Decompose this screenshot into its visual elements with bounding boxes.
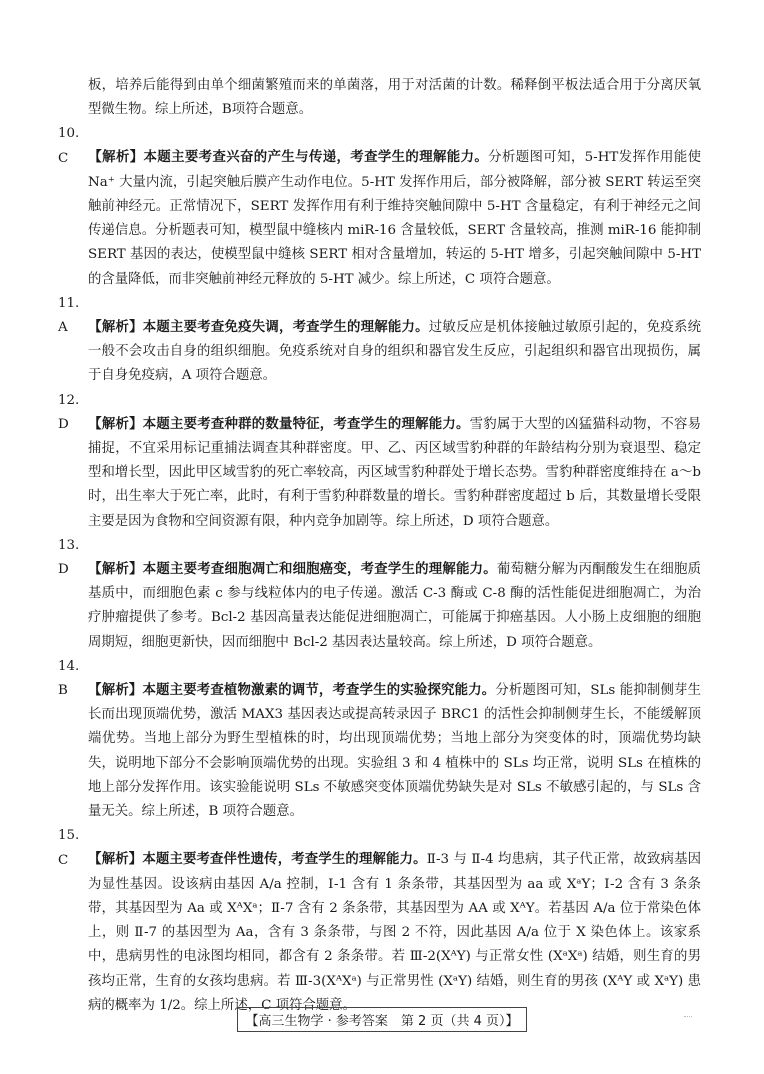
analysis-text: 过敏反应是机体接触过敏原引起的，免疫系统一般不会攻击自身的组织细胞。免疫系统对自身的组织和器官发生反应，引起组织和器官出现损伤，属于自身免疫病，A 项符合题意。 — [88, 320, 702, 384]
analysis-heading: 【解析】本题主要考查种群的数量特征，考查学生的理解能力。 — [88, 415, 470, 432]
continuation-paragraph: 板，培养后能得到由单个细菌繁殖而来的单菌落，用于对活菌的计数。稀释倒平板法适合用于分离厌氧型微生物。综上所述，B项符合题意。 — [88, 78, 701, 118]
analysis-text: 葡萄糖分解为丙酮酸发生在细胞质基质中，而细胞色素 c 参与线粒体内的电子传递。激活 C-3 酶或 C-8 酶的活性能促进细胞凋亡，为治疗肿瘤提供了参考。Bcl-2 基因高量表达能促进细胞凋亡，可能属于抑癌基因。人小肠上皮细胞的细胞周期短，细胞更新快，因而细胞中 Bcl-2 基因表达量较高。综上所述，D 项符合题意。 — [88, 562, 702, 650]
analysis-heading: 【解析】本题主要考查细胞凋亡和细胞癌变，考查学生的理解能力。 — [88, 561, 497, 578]
analysis-heading: 【解析】本题主要考查植物激素的调节，考查学生的实验探究能力。 — [88, 682, 496, 699]
answer-item-13 — [58, 534, 702, 655]
page-footer — [0, 1007, 764, 1032]
analysis-heading: 【解析】本题主要考查伴性遗传，考查学生的理解能力。 — [88, 851, 427, 868]
answer-number: 14. B — [58, 658, 80, 699]
answer-number: 10. C — [58, 126, 80, 166]
analysis-heading: 【解析】本题主要考查兴奋的产生与传递，考查学生的理解能力。 — [88, 149, 489, 166]
answer-item-14 — [58, 655, 701, 824]
answer-item-15 — [58, 824, 702, 1018]
answer-item-10 — [58, 122, 702, 291]
analysis-heading: 【解析】本题主要考查免疫失调，考查学生的理解能力。 — [88, 319, 429, 336]
analysis-text: 分析题图可知，SLs 能抑制侧芽生长而出现顶端优势，激活 MAX3 基因表达或提高转录因子 BRC1 的活性会抑制侧芽生长，不能缓解顶端优势。当地上部分为野生型植株的时，均出现顶端优势；当地上部分为突变体的时，顶端优势均缺失，说明地下部分不会影响顶端优势的出现。实验组 3 和 4 植株中的 SLs 均正常，说明 SLs 在植株的地上部分发挥作用。该实验能说明 SLs 不敏感突变体顶端优势缺失是对 SLs 不敏感引起的，与 SLs 含量无关。综上所述，B 项符合题意。 — [88, 683, 701, 820]
analysis-text: Ⅱ-3 与 Ⅱ-4 均患病，其子代正常，故致病基因为显性基因。设该病由基因 A/a 控制，Ⅰ-1 含有 1 条条带，其基因型为 aa 或 XᵃY；Ⅰ-2 含有 3 条条带，其基因型为 Aa 或 XᴬXᵃ；Ⅱ-7 含有 2 条条带，其基因型为 AA 或 XᴬY。若基因 A/a 位于常染色体上，则 Ⅱ-7 的基因型为 Aa，含有 3 条条带，与图 2 不符，因此基因 A/a 位于 X 染色体上。该家系中，患病男性的电泳图均相同，都含有 2 条条带。若 Ⅲ-2(XᴬY) 与正常女性 (XᵃXᵃ) 结婚，则生育的男孩均正常，生育的女孩均患病。若 Ⅲ-3(XᴬXᵃ) 与正常男性 (XᵃY) 结婚，则生育的男孩 (XᴬY 或 XᵃY) 患病的概率为 1/2。综上所述，C 项符合题意。 — [88, 852, 702, 1013]
answer-number: 11. A — [58, 295, 80, 336]
answer-item-11 — [58, 292, 702, 389]
answer-item-12 — [58, 389, 702, 534]
answer-number: 13. D — [58, 537, 80, 578]
analysis-text: 雪豹属于大型的凶猛猫科动物，不容易捕捉，不宜采用标记重捕法调查其种群密度。甲、乙、丙区域雪豹种群的年龄结构分别为衰退型、稳定型和增长型，因此甲区域雪豹的死亡率较高，丙区域雪豹种群处于增长态势。雪豹种群密度维持在 a～b 时，出生率大于死亡率，此时，有利于雪豹种群数量的增长。雪豹种群密度超过 b 后，其数量增长受限主要是因为食物和空间资源有限，种内竞争加剧等。综上所述，D 项符合题意。 — [88, 416, 702, 529]
answer-number: 15. C — [58, 828, 80, 868]
answer-content — [58, 74, 702, 1018]
answer-number: 12. D — [58, 392, 80, 432]
footer-label: 【高三生物学 · 参考答案 第 2 页（共 4 页）】 — [237, 1007, 528, 1032]
analysis-text: 分析题图可知，5-HT发挥作用能使 Na⁺ 大量内流，引起突触后膜产生动作电位。5-HT 发挥作用后，部分被降解，部分被 SERT 转运至突触前神经元。正常情况下，SERT 发挥作用有利于维持突触间隙中 5-HT 含量稳定，有利于神经元之间传递信息。分析题表可知，模型鼠中缝核内 miR-16 含量较低，SERT 含量较高，推测 miR-16 能抑制 SERT 基因的表达，使模型鼠中缝核 SERT 相对含量增加，转运的 5-HT 增多，引起突触间隙中 5-HT 的含量降低，而非突触前神经元释放的 5-HT 减少。综上所述，C 项符合题意。 — [88, 150, 702, 287]
corner-dot-mark — [684, 1016, 692, 1018]
